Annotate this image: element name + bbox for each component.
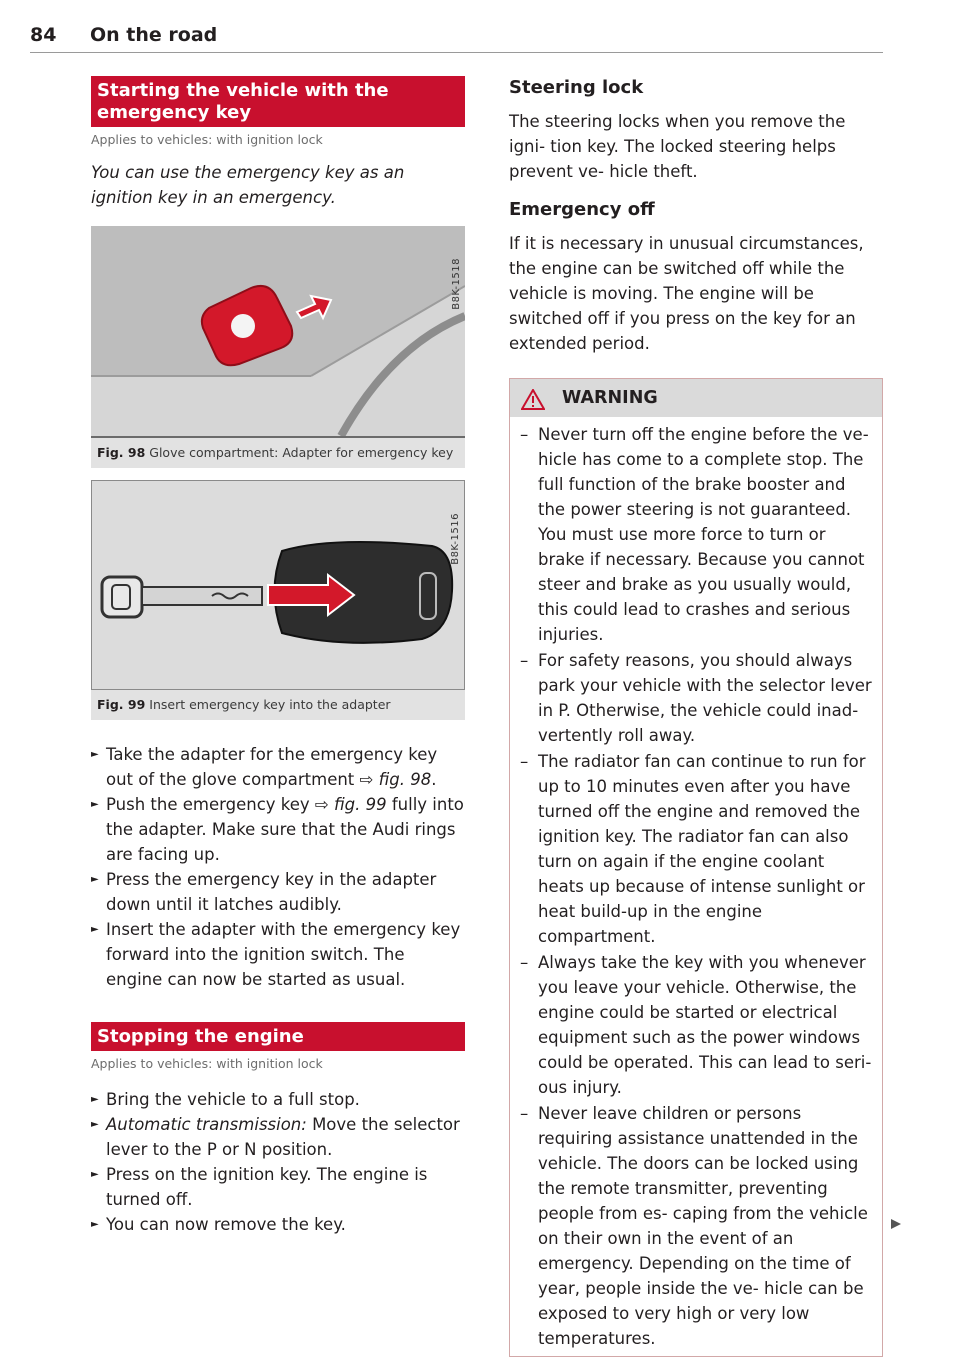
stop-steps-list xyxy=(91,1087,465,1237)
figure-99-caption xyxy=(91,690,465,720)
steering-lock-heading: Steering lock xyxy=(509,77,644,98)
page-header xyxy=(30,22,883,53)
figure-link[interactable]: ⇨ fig. 99 xyxy=(314,795,387,814)
warning-title: WARNING xyxy=(562,388,658,408)
right-column xyxy=(509,76,883,1357)
section-heading-emergency-key: Starting the vehicle with the emergency key xyxy=(91,76,465,127)
key-insert-illustration xyxy=(92,481,464,687)
list-item: – Never turn off the engine before the ve- hicle has come to a complete stop. The full function of the brake booster and the power steering is not guaranteed. You must use more force to turn or brake if necessary. Because you cannot steer and brake as you usually would, this could lead to crashes and serious injuries. xyxy=(520,422,874,647)
list-item: ► Take the adapter for the emergency key out of the glove compartment ⇨ fig. 98. xyxy=(91,742,465,792)
figure-99-image xyxy=(91,480,465,690)
start-steps-list xyxy=(91,742,465,992)
figure-99-caption-text: Insert emergency key into the adapter xyxy=(149,697,391,712)
figure-98-label: Fig. 98 xyxy=(97,445,146,460)
figure-99-label: Fig. 99 xyxy=(97,697,146,712)
list-item: ► Press on the ignition key. The engine is turned off. xyxy=(91,1162,465,1212)
page-number: 84 xyxy=(30,24,57,46)
warning-list xyxy=(510,417,882,1356)
continue-arrow-icon xyxy=(890,1218,902,1230)
applies-to-note: Applies to vehicles: with ignition lock xyxy=(91,1056,323,1071)
section-heading-stopping-engine: Stopping the engine xyxy=(91,1022,465,1051)
list-item: ► Automatic transmission: Move the selector lever to the P or N position. xyxy=(91,1112,465,1162)
steering-lock-text: The steering locks when you remove the igni- tion key. The locked steering helps prevent ve- hicle theft. xyxy=(509,112,846,181)
warning-triangle-icon xyxy=(521,389,545,410)
figure-link[interactable]: ⇨ fig. 98 xyxy=(359,770,432,789)
section-title: On the road xyxy=(90,24,218,46)
figure-98-image xyxy=(91,226,465,438)
glove-compartment-illustration xyxy=(91,226,465,436)
applies-to-note: Applies to vehicles: with ignition lock xyxy=(91,132,323,147)
intro-text: You can use the emergency key as an ignition key in an emergency. xyxy=(91,163,405,207)
list-item: ► Press the emergency key in the adapter down until it latches audibly. xyxy=(91,867,465,917)
list-item: – Never leave children or persons requiring assistance unattended in the vehicle. The doors can be locked using the remote transmitter, preventing people from es- caping from the vehicle on their own in the event of an emergency. Depending on the time of year, people inside the ve- hicle can be exposed to very high or very low temperatures. xyxy=(520,1101,874,1351)
warning-header xyxy=(510,379,882,417)
list-item: ► Insert the adapter with the emergency key forward into the ignition switch. The engine can now be started as usual. xyxy=(91,917,465,992)
figure-99-code: B8K-1516 xyxy=(450,513,461,565)
list-item: – The radiator fan can continue to run for up to 10 minutes even after you have turned off the engine and removed the ignition key. The radiator fan can also turn on again if the engine coolant heats up because of intense sunlight or heat build-up in the engine compartment. xyxy=(520,749,874,949)
list-item: ► You can now remove the key. xyxy=(91,1212,465,1237)
list-item: – Always take the key with you whenever you leave your vehicle. Otherwise, the engine could be started or electrical equipment such as the power windows could be operated. This can lead to seri- ous injury. xyxy=(520,950,874,1100)
left-column xyxy=(91,76,465,1237)
emergency-off-text: If it is necessary in unusual circumstances, the engine can be switched off while the vehicle is moving. The engine will be switched off if you press on the key for an extended period. xyxy=(509,234,864,353)
figure-99 xyxy=(91,480,465,720)
list-item: ► Bring the vehicle to a full stop. xyxy=(91,1087,465,1112)
list-item: ► Push the emergency key ⇨ fig. 99 fully into the adapter. Make sure that the Audi rings are facing up. xyxy=(91,792,465,867)
figure-98-caption-text: Glove compartment: Adapter for emergency key xyxy=(149,445,454,460)
figure-98-code: B8K-1518 xyxy=(451,258,462,310)
warning-box xyxy=(509,378,883,1357)
figure-98 xyxy=(91,226,465,468)
emergency-off-heading: Emergency off xyxy=(509,199,655,220)
list-item: – For safety reasons, you should always park your vehicle with the selector lever in P. Otherwise, the vehicle could inad- vertently roll away. xyxy=(520,648,874,748)
figure-98-caption xyxy=(91,438,465,468)
